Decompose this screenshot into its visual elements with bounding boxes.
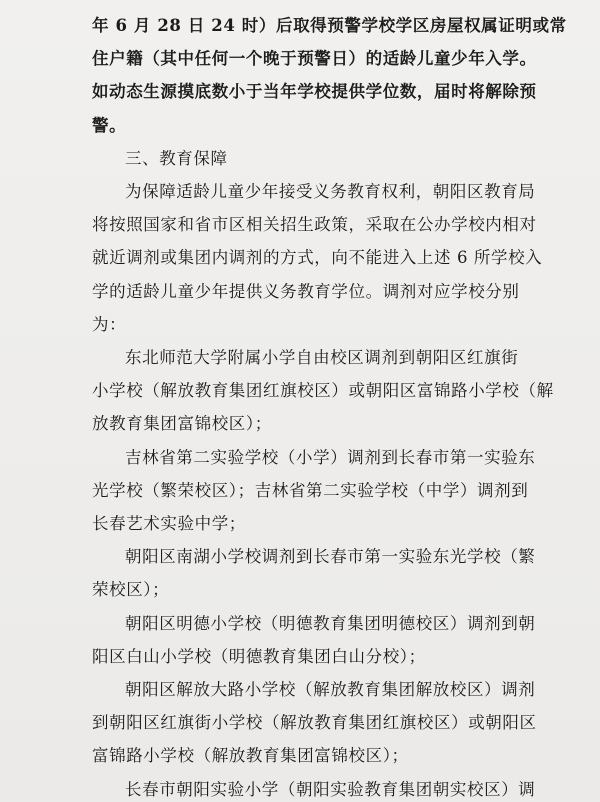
text-line: 到朝阳区红旗街小学校（解放教育集团红旗校区）或朝阳区 bbox=[92, 713, 537, 733]
text-line: 东北师范大学附属小学自由校区调剂到朝阳区红旗街 bbox=[125, 348, 519, 367]
text-line: 警。 bbox=[92, 115, 127, 135]
text-line: 荣校区）； bbox=[92, 580, 170, 600]
text-line: 长春艺术实验中学； bbox=[92, 514, 246, 533]
text-line: 学的适龄儿童少年提供义务教育学位。调剂对应学校分别 bbox=[92, 281, 520, 301]
text-line: 朝阳区解放大路小学校（解放教育集团解放校区）调剂 bbox=[125, 680, 536, 699]
text-line: 朝阳区南湖小学校调剂到长春市第一实验东光学校（繁 bbox=[125, 547, 536, 567]
text-line: 光学校（繁荣校区）；吉林省第二实验学校（中学）调剂到 bbox=[92, 480, 529, 500]
text-line: 为： bbox=[92, 314, 127, 334]
text-line: 吉林省第二实验学校（小学）调剂到长春市第一实验东 bbox=[125, 447, 536, 467]
text-line: 放教育集团富锦校区）； bbox=[92, 414, 272, 434]
text-line: 小学校（解放教育集团红旗校区）或朝阳区富锦路小学校（解 bbox=[92, 381, 554, 401]
text-line: 朝阳区明德小学校（明德教育集团明德校区）调剂到朝 bbox=[125, 613, 536, 633]
text-line: 将按照国家和省市区相关招生政策，采取在公办学校内相对 bbox=[92, 215, 537, 235]
text-line: 长春市朝阳实验小学（朝阳实验教育集团朝实校区）调 bbox=[125, 779, 536, 799]
text-line: 阳区白山小学校（明德教育集团白山分校）； bbox=[92, 646, 426, 666]
section-heading: 三、教育保障 bbox=[125, 148, 228, 168]
text-line: 就近调剂或集团内调剂的方式，向不能进入上述 6 所学校入 bbox=[92, 248, 543, 268]
text-line: 年 6 月 28 日 24 时）后取得预警学校学区房屋权属证明或常 bbox=[92, 16, 567, 35]
text-line: 住户籍（其中任何一个晚于预警日）的适龄儿童少年入学。 bbox=[92, 49, 537, 69]
text-line: 如动态生源摸底数小于当年学校提供学位数，届时将解除预 bbox=[92, 82, 537, 102]
text-line: 富锦路小学校（解放教育集团富锦校区）； bbox=[92, 746, 409, 766]
text-line: 为保障适龄儿童少年接受义务教育权利，朝阳区教育局 bbox=[125, 182, 536, 201]
